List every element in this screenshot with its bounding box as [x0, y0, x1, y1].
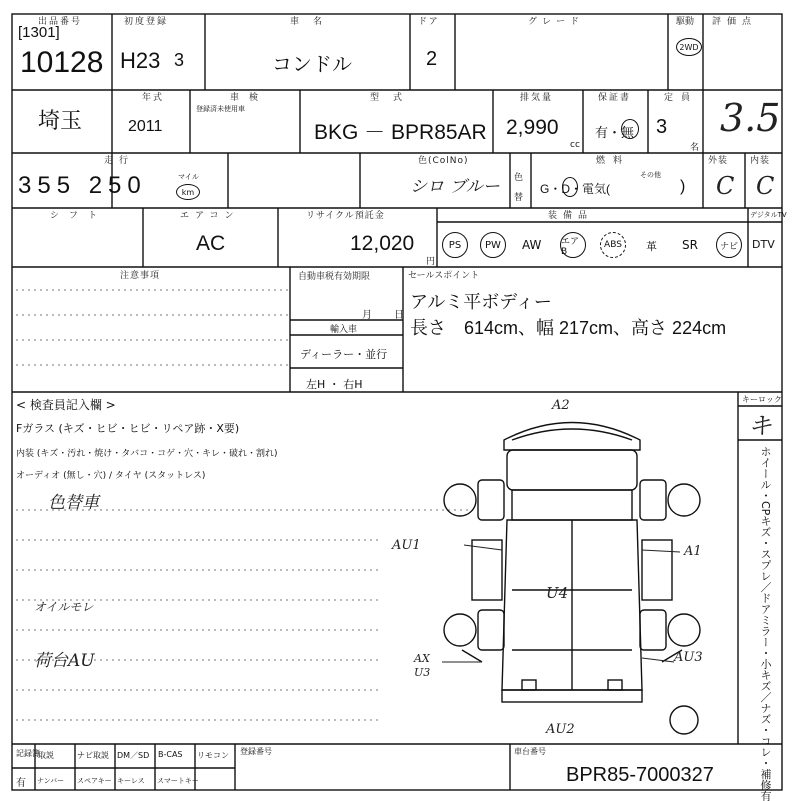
expiry-label: 自動車税有効期限 [298, 272, 371, 282]
fuel-close-paren: ) [680, 178, 686, 195]
car-name-label: 車名 [290, 17, 337, 27]
score-label: 評価点 [712, 17, 758, 27]
vehicle-inspection-note: 登録済未使用車 [196, 105, 245, 113]
equipment-aw: AW [522, 238, 542, 252]
footer-item-manual: 取説 [38, 751, 54, 760]
footer-item-remote: リモコン [197, 751, 229, 760]
fuel-value: G・D・電気( [540, 182, 610, 196]
displacement-label: 排気量 [520, 93, 554, 103]
fuel-label: 燃料 [596, 156, 631, 166]
expiry-day: 日 [394, 310, 404, 321]
first-registration-year: H23 [120, 48, 161, 73]
mileage-unit-km-circled: km [176, 184, 200, 200]
sales-point-label: セールスポイント [408, 271, 480, 281]
fuel-other-label: その他 [640, 171, 661, 179]
displacement-unit: cc [570, 140, 580, 150]
model-year-label: 年式 [142, 93, 165, 103]
footer-item-keyless: キーレス [117, 777, 145, 785]
inspection-interior-line: 内装 (キズ・汚れ・焼け・タバコ・コゲ・穴・キレ・破れ・割れ) [16, 449, 278, 459]
first-registration-label: 初度登録 [124, 17, 169, 27]
mileage-unit-mile: マイル [178, 173, 199, 181]
truck-condition-diagram [442, 400, 702, 740]
exhibit-number-label: 出品番号 [38, 17, 83, 27]
equipment-ps: PS [442, 232, 468, 258]
warranty-label: 保証書 [598, 93, 632, 103]
exterior-score-label: 外装 [708, 156, 729, 166]
doors-value: 2 [426, 48, 438, 70]
diagram-mark-u3: U3 [414, 666, 431, 679]
fuel-diesel-circle [562, 177, 578, 197]
side-panel-vertical-text: ホイール・CPキズ・スプレ／ドアミラー・小キズ／ナズ・コレ・補修有 [759, 446, 772, 801]
equipment-dtv: DTV [752, 238, 775, 251]
model-year-value: 2011 [128, 118, 163, 135]
sales-point-line1: アルミ平ボディー [410, 292, 552, 312]
model-code-value: BKG － BPR85AR [314, 121, 487, 144]
handnote-bed-au: 荷台AU [34, 651, 95, 671]
capacity-value: 3 [656, 116, 668, 138]
warranty-none-circle [621, 119, 639, 139]
first-registration-month: 3 [174, 50, 185, 70]
footer-item-bcas: B-CAS [158, 750, 183, 759]
footer-item-number: ナンバー [37, 777, 65, 785]
drive-label: 駆動 [676, 17, 695, 27]
chassis-number-value: BPR85-7000327 [566, 764, 714, 786]
vehicle-inspection-label: 車検 [230, 93, 269, 103]
caution-label: 注意事項 [120, 271, 161, 281]
equipment-airbag: エアB [560, 232, 586, 258]
warranty-value: 有・無 [595, 125, 635, 140]
inspection-fglass-line: Fガラス (キズ・ヒビ・ヒビ・リペア跡・X要) [16, 422, 240, 435]
exhibit-number: 10128 [20, 46, 104, 79]
region-value: 埼玉 [38, 108, 83, 133]
handnote-color-change: 色替車 [48, 493, 99, 513]
exterior-score-value: C [716, 172, 735, 200]
dtv-label: デジタルTV [750, 211, 787, 219]
footer-item-dm-sd: DM／SD [117, 751, 150, 760]
key-lock-value: キ [748, 412, 772, 440]
handnote-oil-leak: オイルモレ [34, 600, 94, 614]
grade-label: グレード [528, 17, 585, 27]
capacity-unit: 名 [690, 143, 700, 153]
key-lock-label: キーロック [742, 395, 782, 404]
equipment-pw: PW [480, 232, 506, 258]
registration-number-label: 登録番号 [240, 747, 272, 756]
diagram-mark-au2: AU2 [546, 722, 575, 737]
exhibit-code: [1301] [18, 24, 60, 41]
diagram-mark-au3: AU3 [674, 650, 703, 665]
equipment-navi: ナビ [716, 232, 742, 258]
recycle-label: リサイクル預託金 [306, 211, 385, 221]
diagram-mark-ax: AX [414, 652, 430, 665]
equipment-label: 装備品 [548, 211, 594, 221]
footer-item-smart-key: スマートキー [157, 777, 199, 785]
aircon-label: エアコン [180, 211, 240, 221]
footer-record-label: 記録簿 [16, 749, 40, 758]
capacity-label: 定員 [664, 93, 699, 103]
import-label: 輸入車 [330, 325, 358, 335]
equipment-abs: ABS [600, 232, 626, 258]
drive-2wd-circled: 2WD [676, 38, 702, 56]
shift-label: シフト [50, 211, 108, 221]
chassis-number-label: 車台番号 [514, 747, 546, 756]
inspection-audio-tire-line: オーディオ (無し・穴) / タイヤ (スタットレス) [16, 471, 206, 481]
diagram-mark-a2: A2 [552, 398, 570, 413]
score-value-handwritten: 3.5 [720, 96, 781, 140]
doors-label: ドア [418, 17, 440, 27]
expiry-month: 月 [362, 310, 372, 321]
footer-record-value: 有 [16, 778, 26, 789]
recycle-value: 12,020 [350, 232, 415, 255]
color-label: 色(ColNo) [418, 156, 469, 166]
equipment-sunroof: SR [682, 238, 698, 252]
model-code-label: 型式 [370, 93, 417, 103]
inspection-title: < 検査員記入欄 > [16, 398, 116, 412]
diagram-mark-au1: AU1 [392, 538, 421, 553]
displacement-value: 2,990 [506, 116, 559, 139]
equipment-leather: 革 [646, 240, 657, 253]
interior-score-label: 内装 [750, 156, 771, 166]
sales-point-line2: 長さ 614cm、幅 217cm、高さ 224cm [410, 318, 727, 338]
color-change-label: 色替 [514, 173, 524, 203]
recycle-unit: 円 [426, 257, 436, 267]
color-value-handwritten: シロ ブルー [410, 177, 500, 197]
interior-score-value: C [756, 172, 775, 200]
dealer-parallel: ディーラー・並行 [300, 348, 388, 361]
footer-item-navi-manual: ナビ取説 [77, 751, 109, 760]
aircon-value: AC [196, 232, 226, 255]
mileage-value: 355 250 [18, 172, 147, 199]
car-name: コンドル [272, 54, 352, 76]
diagram-mark-u4: U4 [546, 584, 569, 602]
steering-side: 左H ・ 右H [306, 378, 363, 391]
diagram-mark-a1: A1 [684, 544, 702, 559]
footer-item-spare-key: スペアキー [77, 777, 112, 785]
mileage-label: 走行 [104, 156, 135, 166]
